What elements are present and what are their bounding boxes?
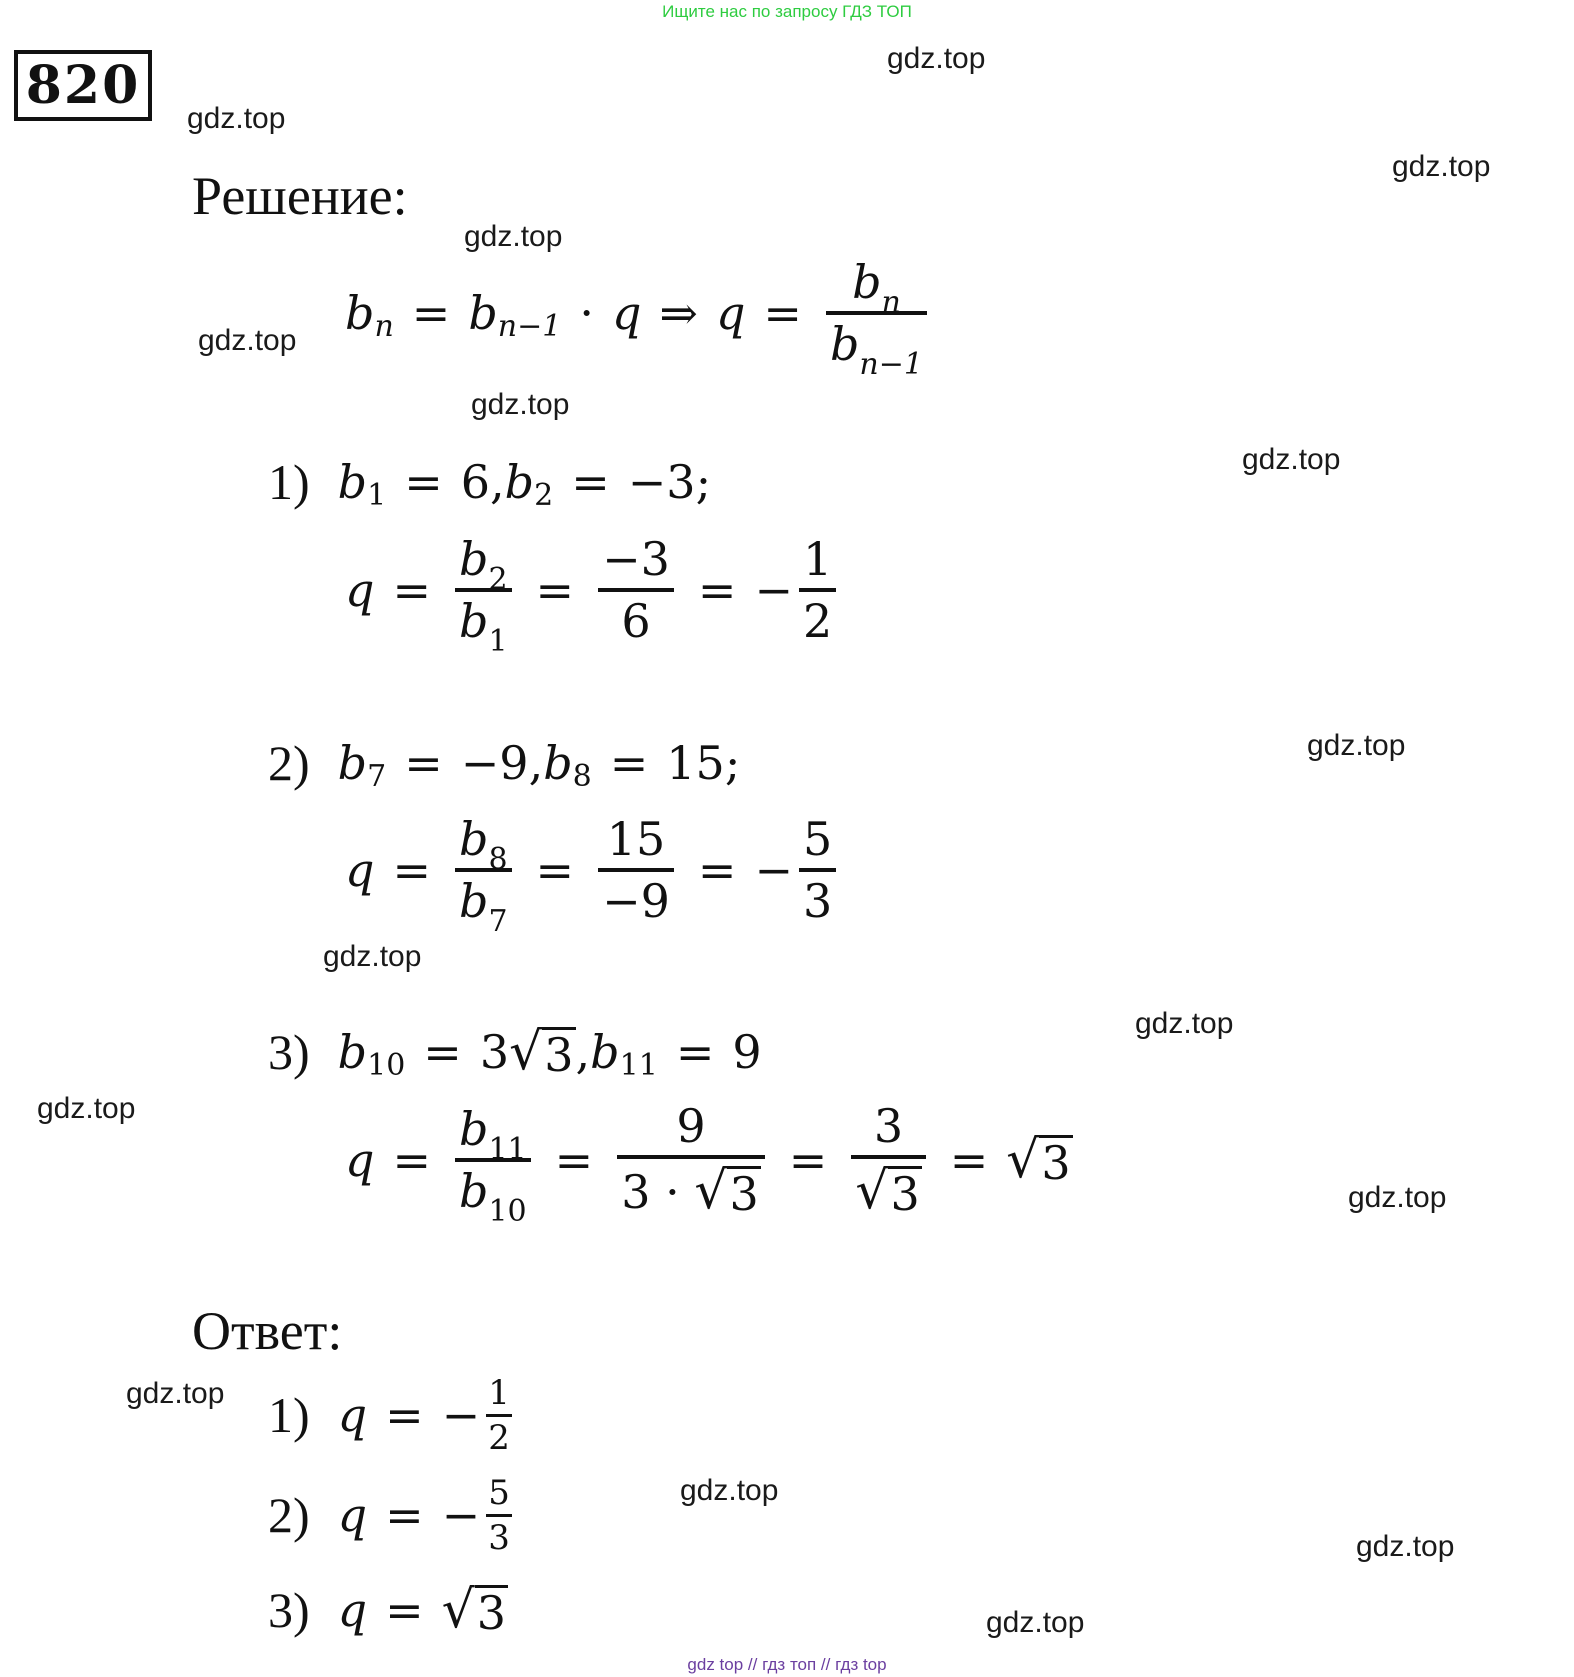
watermark: gdz.top xyxy=(37,1092,136,1125)
watermark: gdz.top xyxy=(187,102,286,135)
top-banner: Ищите нас по запросу ГДЗ ТОП xyxy=(662,2,912,21)
item-1-condition: 1) b 1 = 6 , b 2 = −3 ; xyxy=(268,454,712,513)
solution-heading: Решение: xyxy=(192,166,408,226)
answer-1: 1) q = − $\frac{1}{2}$ xyxy=(268,1372,510,1458)
watermark: gdz.top xyxy=(1348,1181,1447,1214)
watermark: gdz.top xyxy=(471,388,570,421)
watermark: gdz.top xyxy=(126,1377,225,1410)
watermark: gdz.top xyxy=(198,324,297,357)
answer-3: 3) q = √ 3 xyxy=(268,1580,507,1640)
watermark: gdz.top xyxy=(1392,150,1491,183)
watermark: gdz.top xyxy=(986,1606,1085,1639)
watermark: gdz.top xyxy=(323,940,422,973)
watermark: gdz.top xyxy=(887,42,986,75)
fraction: $\frac{b_n}{b_{n-1}}$ xyxy=(826,259,927,367)
answer-2: 2) q = − $\frac{5}{3}$ xyxy=(268,1472,510,1558)
watermark: gdz.top xyxy=(464,220,563,253)
item-3-condition: 3) b 10 = 3 √ 3 , b 11 = 9 xyxy=(268,1022,762,1083)
watermark: gdz.top xyxy=(1307,729,1406,762)
general-formula: b n = b n−1 · q ⇒ q = $\frac{b_n}{b_{n-1}}$ xyxy=(345,238,933,388)
task-number-box: 820 xyxy=(14,50,152,121)
watermark: gdz.top xyxy=(1242,443,1341,476)
item-2-condition: 2) b 7 = −9 , b 8 = 15 ; xyxy=(268,735,741,794)
item-2-calculation: q = $\frac{b_8}{b_7}$ = $\frac{15}{-9}$ = − $\frac{5}{3}$ xyxy=(345,795,842,945)
footer-links[interactable]: gdz top // гдз топ // гдз top xyxy=(687,1655,887,1674)
item-1-calculation: q = $\frac{b_2}{b_1}$ = $\frac{-3}{6}$ = − $\frac{1}{2}$ xyxy=(345,515,842,665)
item-3-calculation: q = $\frac{b_{11}}{b_{10}}$ = 9 3 · √ 3 = 3 √ 3 = √ 3 xyxy=(345,1099,1071,1229)
watermark: gdz.top xyxy=(1135,1007,1234,1040)
watermark: gdz.top xyxy=(1356,1530,1455,1563)
answer-heading: Ответ: xyxy=(192,1301,343,1361)
watermark: gdz.top xyxy=(680,1474,779,1507)
